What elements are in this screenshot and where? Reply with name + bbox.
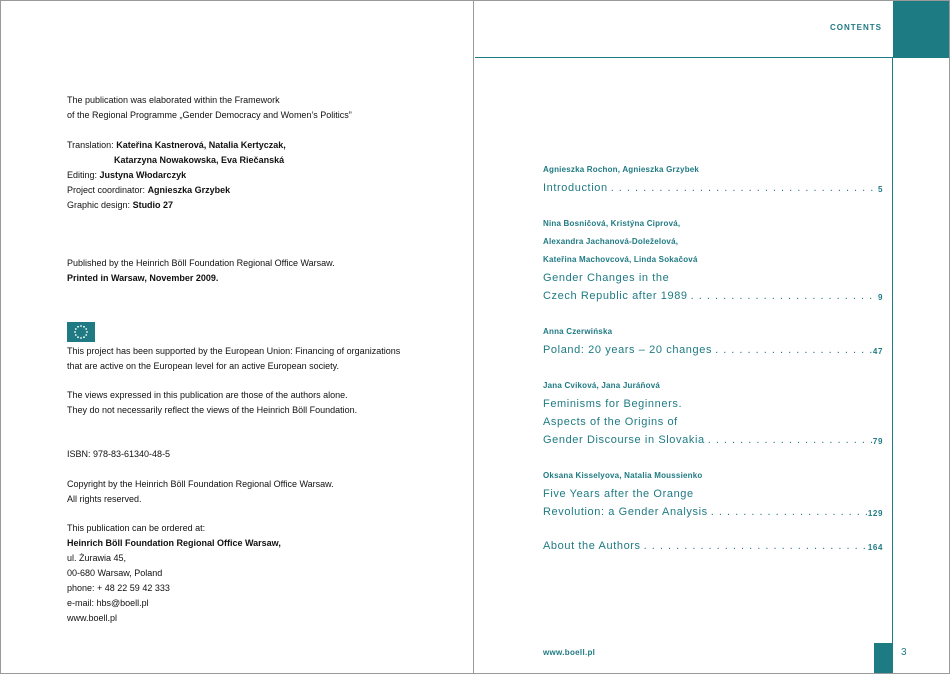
toc-entry[interactable] [543,377,883,451]
editing-row [67,168,286,183]
design-name: Studio 27 [132,200,174,210]
order-label: This publication can be ordered at: [67,523,206,533]
toc-page-number[interactable]: 9 [877,293,883,302]
toc-title-text[interactable]: Poland: 20 years – 20 changes [543,344,713,356]
coordinator-label: Project coordinator: [67,185,146,195]
toc-title-text[interactable]: Gender Changes in the [543,272,670,284]
toc-title-line[interactable] [543,431,883,451]
coordinator-row [67,183,286,198]
toc-leader-dots [708,503,868,523]
email: e-mail: hbs@boell.pl [67,598,149,608]
eu-line-2: that are active on the European level for an active European society. [67,361,339,371]
toc-authors: Jana Cviková, Jana Juráňová [543,381,661,390]
design-label: Graphic design: [67,200,131,210]
toc-title-text[interactable]: Revolution: a Gender Analysis [543,506,708,518]
toc-entry[interactable] [543,467,883,523]
toc-title-text[interactable]: Introduction [543,182,608,194]
toc-authors: Nina Bosničová, Kristýna Ciprová, [543,219,681,228]
corner-block [893,0,950,57]
editing-label: Editing: [67,170,98,180]
toc-title-line[interactable] [543,537,883,557]
toc-entry[interactable] [543,161,883,199]
design-row [67,198,286,213]
toc-entry[interactable] [543,323,883,361]
toc-leader-dots [641,537,868,557]
eu-support-block [67,344,400,374]
header-rule [475,57,950,58]
isbn: ISBN: 978-83-61340-48-5 [67,449,171,459]
credits-block [67,138,286,213]
margin-rule [892,57,893,674]
toc-title-line[interactable] [543,395,883,413]
views-line-2: They do not necessarily reflect the views of the Heinrich Böll Foundation. [67,405,358,415]
toc-title-text[interactable]: About the Authors [543,540,641,552]
toc-title-text[interactable]: Aspects of the Origins of [543,416,678,428]
framework-line-1: The publication was elaborated within the Framework [67,95,280,105]
copyright-line-1: Copyright by the Heinrich Böll Foundation Regional Office Warsaw. [67,479,334,489]
toc-authors: Oksana Kisselyova, Natalia Moussienko [543,471,703,480]
contents-header: CONTENTS [830,23,882,32]
page-number-block [874,643,893,674]
toc-title-line[interactable] [543,485,883,503]
right-page [475,0,950,674]
toc-authors: Kateřina Machovcová, Linda Sokačová [543,255,698,264]
toc-title-line[interactable] [543,503,883,523]
toc-title-text[interactable]: Gender Discourse in Slovakia [543,434,705,446]
toc-page-number[interactable]: 5 [877,185,883,194]
views-line-1: The views expressed in this publication are those of the authors alone. [67,390,348,400]
toc-page-number[interactable]: 47 [872,347,883,356]
copyright-line-2: All rights reserved. [67,494,142,504]
coordinator-name: Agnieszka Grzybek [147,185,231,195]
page-number: 3 [901,647,907,658]
left-page [0,0,474,674]
toc-title-line[interactable] [543,341,883,361]
toc-authors: Anna Czerwińska [543,327,613,336]
order-org: Heinrich Böll Foundation Regional Office Warsaw, [67,538,281,548]
framework-block [67,93,352,123]
disclaimer-block [67,388,357,418]
toc-entry[interactable] [543,537,883,557]
translation-names-2: Katarzyna Nowakowska, Eva Riečanská [114,155,285,165]
toc-title-text[interactable]: Five Years after the Orange [543,488,694,500]
published-by: Published by the Heinrich Böll Foundation Regional Office Warsaw. [67,258,335,268]
toc-entry[interactable] [543,215,883,307]
translation-label: Translation: [67,140,114,150]
toc-title-text[interactable]: Feminisms for Beginners. [543,398,683,410]
editing-name: Justyna Włodarczyk [99,170,187,180]
toc-leader-dots [712,341,873,361]
translation-names-1: Kateřina Kastnerová, Natalia Kertyczak, [116,140,286,150]
toc-title-line[interactable] [543,413,883,431]
phone: phone: + 48 22 59 42 333 [67,583,170,593]
toc-authors: Alexandra Jachanová-Doleželová, [543,237,679,246]
framework-line-2: of the Regional Programme „Gender Democracy and Women’s Politics” [67,110,352,120]
toc-title-text[interactable]: Czech Republic after 1989 [543,290,688,302]
eu-line-1: This project has been supported by the European Union: Financing of organizations [67,346,401,356]
toc-leader-dots [705,431,873,451]
printed-line: Printed in Warsaw, November 2009 [67,273,216,283]
order-block [67,521,281,626]
toc-leader-dots [608,179,878,199]
toc-title-line[interactable] [543,287,883,307]
toc-page-number[interactable]: 129 [867,509,883,518]
footer-url: www.boell.pl [543,648,596,657]
toc-authors: Agnieszka Rochon, Agnieszka Grzybek [543,165,700,174]
copyright-block [67,477,334,507]
toc-title-line[interactable] [543,179,883,199]
address-line-2: 00-680 Warsaw, Poland [67,568,163,578]
translation-row [67,138,286,153]
address-line-1: ul. Żurawia 45, [67,553,127,563]
publisher-block: Published by the Heinrich Böll Foundation Regional Office Warsaw. Printed in Warsaw, November 2009. [67,258,335,283]
toc-title-line[interactable] [543,269,883,287]
translation-row-2 [67,153,286,168]
eu-flag-icon [67,322,95,342]
toc-leader-dots [688,287,878,307]
website: www.boell.pl [67,613,118,623]
toc-page-number[interactable]: 164 [867,543,883,552]
toc-page-number[interactable]: 79 [872,437,883,446]
